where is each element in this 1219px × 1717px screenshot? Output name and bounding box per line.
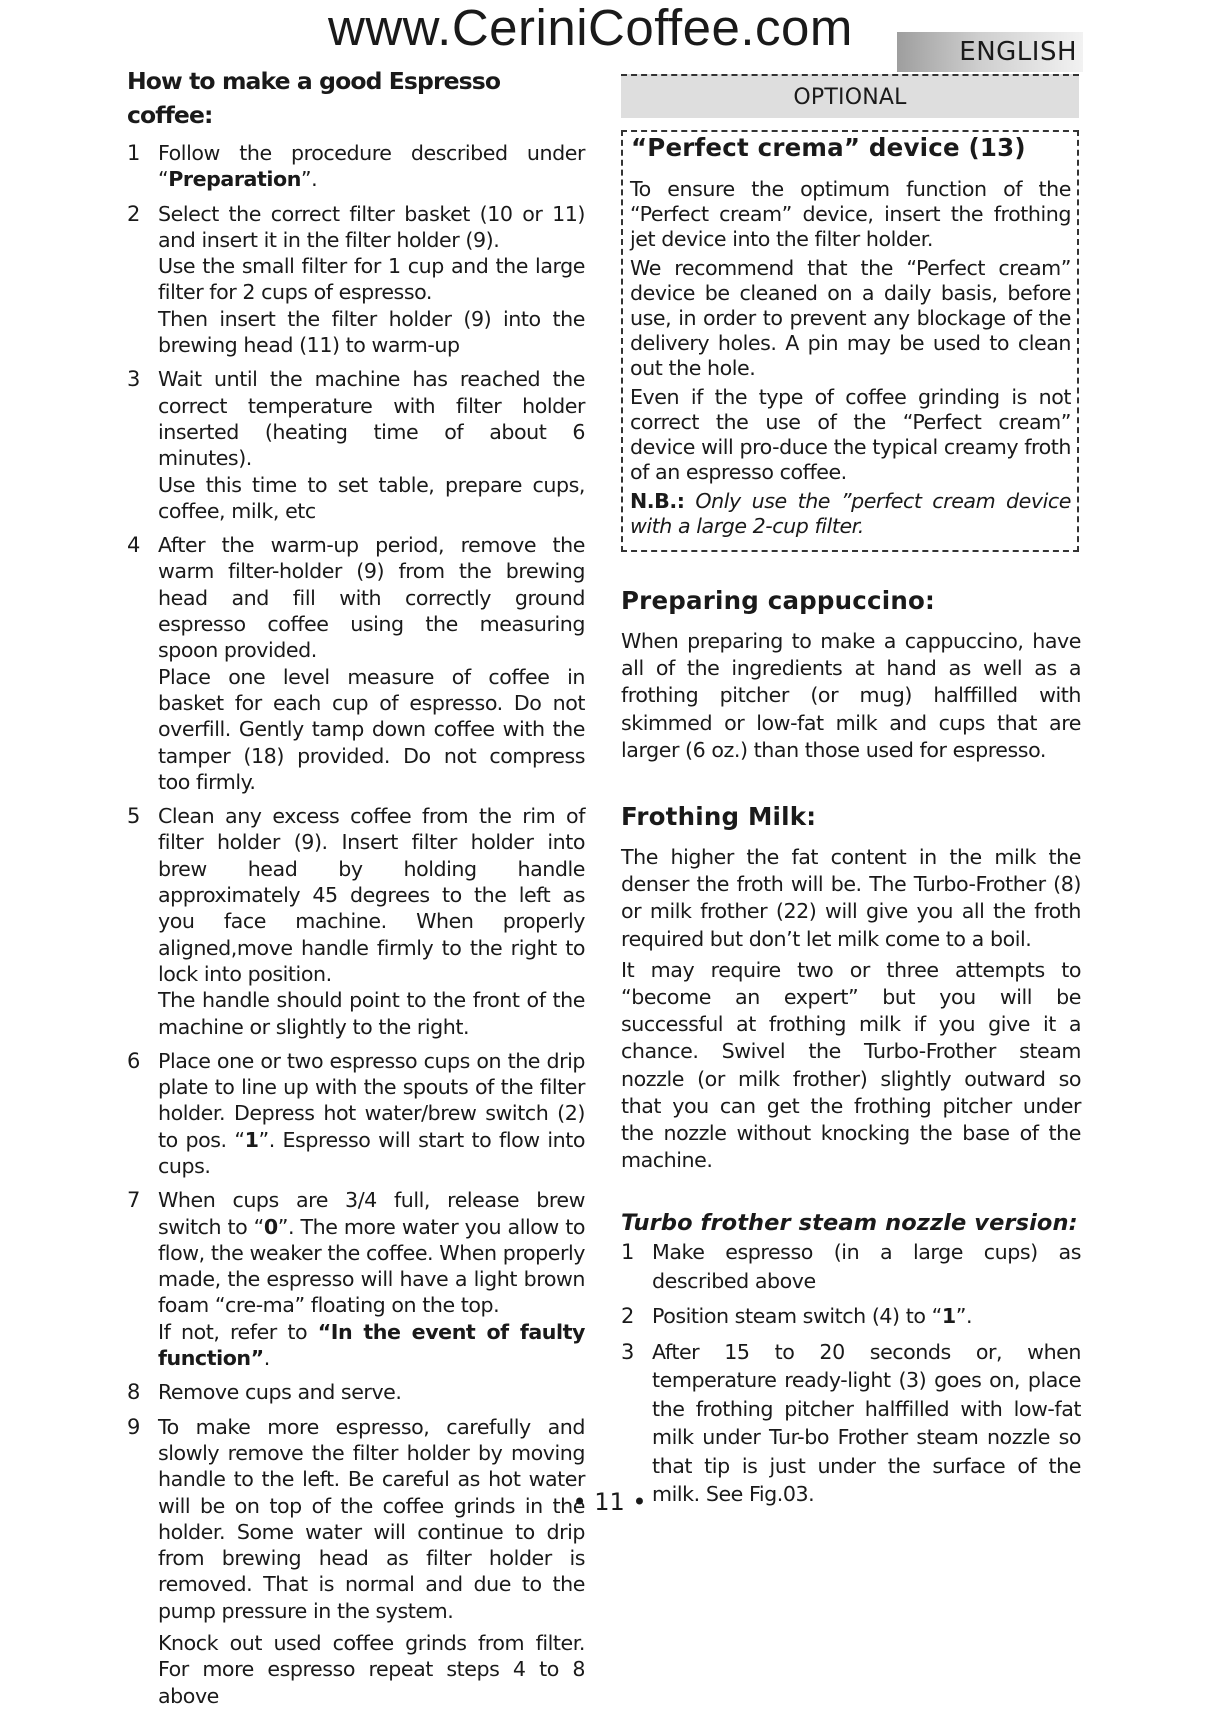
page-number: • 11 • (572, 1488, 647, 1516)
step-5 (127, 803, 585, 1040)
nb-text: Only use the ”perfect cream device with a large 2-cup filter. (630, 489, 1071, 538)
frothing-title: Frothing Milk: (621, 802, 817, 832)
step-number: 1 (621, 1240, 635, 1265)
crema-body (630, 177, 1071, 543)
step-text: Knock out used coffee grinds from filter. For more espresso repeat steps 4 to 8 above (158, 1631, 585, 1708)
step-text: If not, refer to “In the event of faulty function”. (158, 1319, 585, 1371)
step-text: Position steam switch (4) to “1”. (652, 1304, 973, 1329)
step-number: 2 (621, 1304, 635, 1329)
language-tab (897, 32, 1083, 72)
step-6 (127, 1048, 585, 1179)
frothing-paragraph: It may require two or three attempts to “become an expert” but you will be successful at frothing milk if you give it a chance. Swivel the Turbo-Frother steam nozzle (or milk frother) slightly outward so that you can get the frothing pitcher under the nozzle without knocking the base of the machine. (621, 957, 1081, 1173)
optional-box (621, 74, 1079, 544)
step-8 (127, 1379, 585, 1405)
step-number: 7 (127, 1188, 141, 1213)
step-text: Select the correct filter basket (10 or 11) and insert it in the filter holder (9). (158, 201, 585, 252)
step-text: Place one level measure of coffee in basket for each cup of espresso. Do not overfill. Gently tamp down coffee with the tamper (18) provided. Do not compress too firmly. (158, 664, 585, 794)
step-number: 4 (127, 533, 141, 558)
step-text: Use this time to set table, prepare cups, coffee, milk, etc (158, 472, 585, 523)
step-7 (127, 1187, 585, 1371)
step-text: After the warm-up period, remove the warm filter-holder (9) from the brewing head and fill with correctly ground espresso coffee using the measuring spoon provided. (158, 533, 585, 663)
right-column (621, 74, 1081, 1516)
step-text: Remove cups and serve. (158, 1380, 402, 1405)
step-text: The handle should point to the front of the machine or slightly to the right. (158, 988, 585, 1039)
step-text: Then insert the filter holder (9) into the brewing head (11) to warm-up (158, 306, 585, 358)
step-number: 9 (127, 1414, 141, 1439)
crema-paragraph: Even if the type of coffee grinding is not correct the use of the “Perfect cream” device will pro-duce the typical creamy froth of an espresso coffee. (630, 385, 1071, 484)
turbo-steps (621, 1238, 1081, 1509)
step-9 (127, 1414, 585, 1709)
turbo-step (621, 1338, 1081, 1509)
site-url: www.CeriniCoffee.com (328, 0, 853, 56)
step-text: Make espresso (in a large cups) as described above (652, 1240, 1081, 1293)
espresso-steps (127, 140, 585, 1709)
step-1 (127, 140, 585, 193)
step-number: 2 (127, 201, 141, 226)
turbo-title: Turbo frother steam nozzle version: (621, 1210, 1078, 1237)
crema-paragraph: We recommend that the “Perfect cream” device be cleaned on a daily basis, before use, in order to prevent any blockage of the delivery holes. A pin may be used to clean out the hole. (630, 256, 1071, 380)
optional-label: OPTIONAL (793, 85, 907, 110)
left-column (127, 64, 585, 1717)
step-text: When cups are 3/4 full, release brew switch to “0”. The more water you allow to flow, the weaker the coffee. When properly made, the espresso will have a light brown foam “cre-ma” floating on the top. (158, 1188, 585, 1318)
step-text: Place one or two espresso cups on the drip plate to line up with the spouts of the filter holder. Depress hot water/brew switch (2) to pos. “1”. Espresso will start to flow into cups. (158, 1048, 585, 1178)
step-number: 6 (127, 1048, 141, 1073)
step-text: To make more espresso, carefully and slowly remove the filter holder by moving handle to the left. Be careful as hot water will be on top of the coffee grinds in the holder. Some water will continue to drip from brewing head as filter holder is removed. That is normal and due to the pump pressure in the system. (158, 1414, 585, 1623)
language-label: ENGLISH (959, 37, 1077, 67)
nb-label: N.B.: (630, 489, 685, 513)
frothing-paragraph: The higher the fat content in the milk the denser the froth will be. The Turbo-Frother (8) or milk frother (22) will give you all the froth required but don’t let milk come to a boil. (621, 845, 1081, 951)
step-text: Wait until the machine has reached the correct temperature with filter holder inserted (heating time of about 6 minutes). (158, 367, 585, 471)
optional-header (621, 74, 1079, 118)
step-4 (127, 532, 585, 795)
turbo-step (621, 1302, 1081, 1331)
step-number: 5 (127, 804, 141, 829)
crema-title: “Perfect crema” device (13) (631, 133, 1026, 162)
step-number: 1 (127, 141, 141, 165)
step-2 (127, 201, 585, 359)
turbo-step (621, 1238, 1081, 1295)
espresso-title: How to make a good Espresso coffee: (127, 67, 501, 129)
step-text: Use the small filter for 1 cup and the large filter for 2 cups of espresso. (158, 254, 585, 305)
crema-paragraph: To ensure the optimum function of the “Perfect cream” device, insert the frothing jet device into the filter holder. (630, 177, 1071, 251)
cappuccino-title: Preparing cappuccino: (621, 586, 936, 615)
step-text: Follow the procedure described under “Preparation”. (158, 141, 585, 192)
step-number: 8 (127, 1380, 141, 1405)
step-3 (127, 366, 585, 524)
cappuccino-text: When preparing to make a cappuccino, have all of the ingredients at hand as well as a frothing pitcher (or mug) halffilled with skimmed or low-fat milk and cups that are larger (6 oz.) than those used for espresso. (621, 629, 1081, 762)
step-text: Clean any excess coffee from the rim of filter holder (9). Insert filter holder into brew head by holding handle approximately 45 degrees to the left as you face machine. When properly aligned,move handle firmly to the right to lock into position. (158, 804, 585, 986)
nb-note (630, 489, 1071, 539)
step-number: 3 (621, 1339, 635, 1364)
step-number: 3 (127, 367, 141, 392)
step-text: After 15 to 20 seconds or, when temperature ready-light (3) goes on, place the frothing pitcher halffilled with low-fat milk under Tur-bo Frother steam nozzle so that tip is just under the surface of the milk. See Fig.03. (652, 1339, 1081, 1507)
